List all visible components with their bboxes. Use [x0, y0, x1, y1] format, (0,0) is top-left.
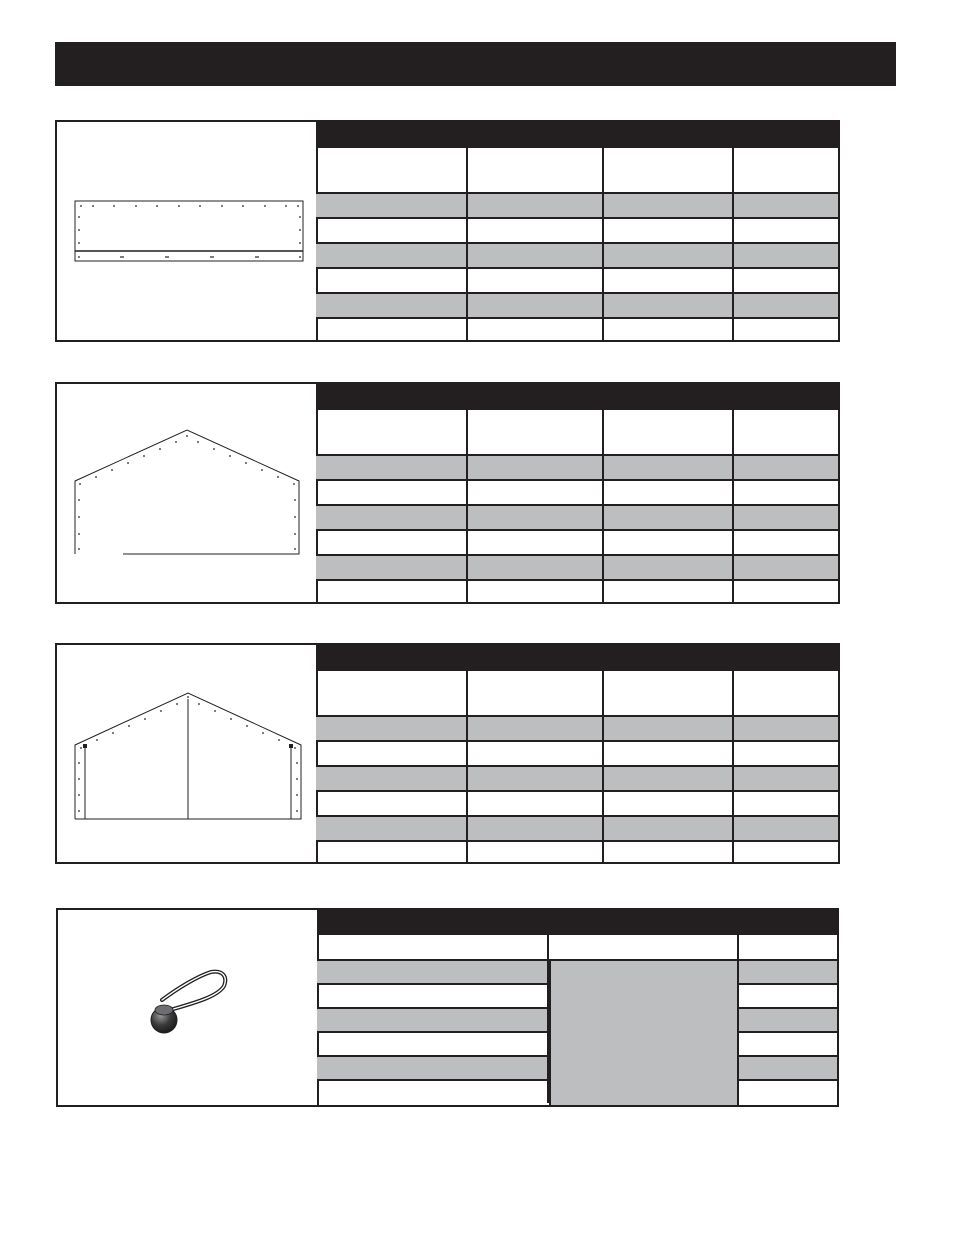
table-cell	[466, 219, 602, 242]
split-end-wall-table-header	[316, 645, 838, 671]
table-cell	[602, 581, 732, 602]
table-cell	[316, 842, 466, 862]
table-cell	[602, 194, 732, 217]
table-cell	[466, 319, 602, 340]
solid-end-wall-illustration	[57, 384, 318, 602]
split-end-wall-column-header-row	[316, 671, 838, 715]
table-cell	[317, 961, 547, 983]
table-cell	[316, 194, 466, 217]
table-cell	[316, 219, 466, 242]
table-cell	[737, 1057, 837, 1079]
section-split-end-wall	[55, 643, 840, 864]
table-cell	[316, 244, 466, 267]
split-end-wall-panel-icon	[57, 645, 316, 862]
side-wall-table	[316, 122, 838, 340]
table-cell	[317, 1081, 547, 1103]
table-cell	[466, 531, 602, 554]
solid-end-wall-col-header	[602, 410, 732, 454]
split-end-wall-col-header	[602, 671, 732, 715]
side-wall-col-header	[732, 148, 838, 192]
table-cell	[732, 717, 838, 740]
section-solid-end-wall	[55, 382, 840, 604]
table-cell	[316, 817, 466, 840]
table-cell	[316, 531, 466, 554]
table-cell	[732, 556, 838, 579]
table-row	[316, 815, 838, 840]
table-cell	[732, 767, 838, 790]
table-cell	[466, 481, 602, 504]
table-cell	[466, 842, 602, 862]
table-row	[316, 454, 838, 479]
solid-end-wall-col-header	[316, 410, 466, 454]
table-cell	[466, 244, 602, 267]
side-wall-illustration	[57, 122, 318, 340]
section-side-wall	[55, 120, 840, 342]
table-row	[316, 715, 838, 740]
table-cell	[316, 456, 466, 479]
table-cell	[732, 842, 838, 862]
table-cell	[316, 556, 466, 579]
ball-bungee-illustration	[58, 910, 319, 1105]
table-cell	[316, 294, 466, 317]
table-cell	[602, 556, 732, 579]
table-cell	[316, 742, 466, 765]
table-cell	[732, 531, 838, 554]
table-cell	[316, 767, 466, 790]
side-wall-table-header	[316, 122, 838, 148]
table-row	[316, 740, 838, 765]
split-end-wall-illustration	[57, 645, 318, 862]
side-wall-col-header	[602, 148, 732, 192]
table-cell	[316, 792, 466, 815]
ball-bungee-column-header-row	[317, 935, 837, 959]
table-cell	[317, 1033, 547, 1055]
table-cell	[737, 961, 837, 983]
table-cell	[466, 456, 602, 479]
ball-bungee-col-header	[547, 935, 737, 959]
table-cell	[316, 717, 466, 740]
table-cell	[737, 985, 837, 1007]
table-row	[316, 529, 838, 554]
ball-bungee-icon	[58, 910, 317, 1105]
table-cell	[317, 985, 547, 1007]
table-row	[316, 579, 838, 602]
table-cell	[602, 792, 732, 815]
side-wall-panel-icon	[57, 122, 316, 340]
split-end-wall-col-header	[316, 671, 466, 715]
table-cell	[732, 742, 838, 765]
table-cell	[732, 506, 838, 529]
table-row	[316, 292, 838, 317]
table-row	[316, 504, 838, 529]
table-cell	[316, 269, 466, 292]
table-row	[316, 267, 838, 292]
table-cell	[602, 456, 732, 479]
table-cell	[317, 1009, 547, 1031]
table-cell	[602, 244, 732, 267]
solid-end-wall-column-header-row	[316, 410, 838, 454]
solid-end-wall-col-header	[466, 410, 602, 454]
side-wall-col-header	[316, 148, 466, 192]
table-cell	[602, 817, 732, 840]
table-cell	[602, 294, 732, 317]
solid-end-wall-table-header	[316, 384, 838, 410]
table-cell	[732, 219, 838, 242]
table-cell	[732, 456, 838, 479]
table-cell	[602, 269, 732, 292]
table-row	[316, 317, 838, 340]
solid-end-wall-table	[316, 384, 838, 602]
table-cell	[732, 319, 838, 340]
table-cell	[602, 531, 732, 554]
table-cell	[732, 269, 838, 292]
side-wall-col-header	[466, 148, 602, 192]
table-cell	[466, 581, 602, 602]
table-row	[316, 554, 838, 579]
table-cell	[732, 294, 838, 317]
table-cell	[602, 506, 732, 529]
table-row	[316, 765, 838, 790]
table-cell	[466, 817, 602, 840]
split-end-wall-col-header	[732, 671, 838, 715]
page-title-bar	[55, 42, 896, 86]
table-cell	[466, 194, 602, 217]
table-cell	[316, 506, 466, 529]
split-end-wall-col-header	[466, 671, 602, 715]
table-cell	[602, 219, 732, 242]
table-cell	[316, 581, 466, 602]
table-cell	[466, 742, 602, 765]
table-cell	[732, 194, 838, 217]
table-cell	[466, 767, 602, 790]
table-cell	[602, 717, 732, 740]
table-cell	[732, 792, 838, 815]
table-row	[316, 840, 838, 862]
table-cell	[602, 481, 732, 504]
table-cell	[602, 742, 732, 765]
table-cell	[317, 1057, 547, 1079]
table-row	[316, 790, 838, 815]
table-row	[316, 192, 838, 217]
table-cell	[737, 1081, 837, 1103]
table-row	[316, 217, 838, 242]
solid-end-wall-panel-icon	[57, 384, 316, 602]
table-cell	[466, 792, 602, 815]
table-row	[316, 479, 838, 504]
table-cell	[316, 319, 466, 340]
table-cell	[737, 1009, 837, 1031]
section-ball-bungee	[56, 908, 839, 1107]
ball-bungee-col-header	[317, 935, 547, 959]
ball-bungee-col-header	[737, 935, 837, 959]
table-cell	[466, 294, 602, 317]
split-end-wall-table	[316, 645, 838, 862]
table-cell	[602, 319, 732, 340]
table-cell	[466, 506, 602, 529]
table-cell	[732, 244, 838, 267]
table-cell	[602, 767, 732, 790]
ball-bungee-table-header	[317, 910, 837, 935]
table-cell	[316, 481, 466, 504]
table-row	[316, 242, 838, 267]
table-cell	[466, 717, 602, 740]
ball-bungee-merged-cell	[549, 961, 739, 1105]
table-cell	[466, 556, 602, 579]
table-cell	[737, 1033, 837, 1055]
table-cell	[732, 581, 838, 602]
table-cell	[466, 269, 602, 292]
table-cell	[732, 817, 838, 840]
side-wall-column-header-row	[316, 148, 838, 192]
solid-end-wall-col-header	[732, 410, 838, 454]
table-cell	[602, 842, 732, 862]
table-cell	[732, 481, 838, 504]
